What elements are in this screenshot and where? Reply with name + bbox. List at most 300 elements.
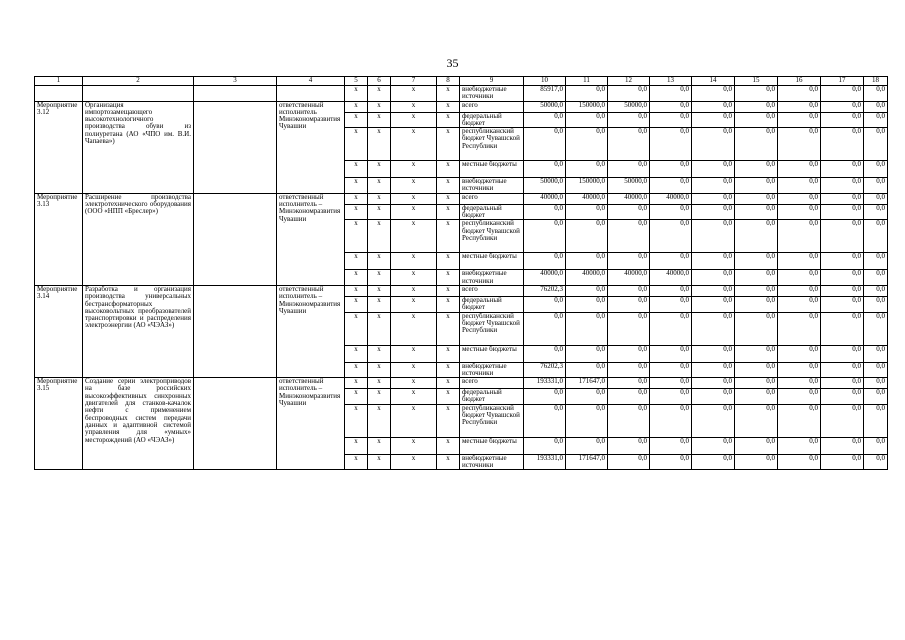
responsible-executor: ответственный исполнитель – Минэкономразвития Чувашии [277, 193, 345, 285]
amount-cell: 0,0 [778, 454, 821, 470]
column-number: 2 [83, 77, 194, 86]
column-number: 1 [35, 77, 83, 86]
x-mark: x [391, 220, 437, 253]
x-mark: x [437, 389, 460, 405]
amount-cell: 0,0 [692, 362, 735, 378]
amount-cell: 0,0 [524, 312, 566, 345]
x-mark: x [368, 101, 391, 112]
x-mark: x [345, 378, 368, 389]
amount-cell: 0,0 [864, 362, 888, 378]
amount-cell: 0,0 [864, 161, 888, 178]
amount-cell: 0,0 [735, 253, 778, 270]
x-mark: x [345, 204, 368, 220]
amount-cell: 0,0 [778, 345, 821, 362]
amount-cell: 0,0 [524, 112, 566, 128]
amount-cell: 40000,0 [650, 193, 692, 204]
column-number: 18 [864, 77, 888, 86]
empty-cell [194, 86, 277, 102]
x-mark: x [437, 362, 460, 378]
amount-cell: 0,0 [821, 285, 864, 296]
x-mark: x [437, 404, 460, 437]
table-row [35, 378, 888, 389]
amount-cell: 0,0 [864, 378, 888, 389]
x-mark: x [345, 270, 368, 286]
empty-cell [277, 86, 345, 102]
x-mark: x [345, 253, 368, 270]
amount-cell: 0,0 [821, 86, 864, 102]
x-mark: x [345, 437, 368, 454]
x-mark: x [368, 312, 391, 345]
x-mark: x [437, 86, 460, 102]
amount-cell: 0,0 [778, 193, 821, 204]
amount-cell: 0,0 [692, 437, 735, 454]
amount-cell: 0,0 [650, 101, 692, 112]
funding-source: внебюджетные источники [460, 454, 524, 470]
x-mark: x [368, 404, 391, 437]
x-mark: x [437, 204, 460, 220]
amount-cell: 0,0 [524, 161, 566, 178]
responsible-executor: ответственный исполнитель Минэкономразвития Чувашии [277, 101, 345, 193]
x-mark: x [368, 296, 391, 312]
column-number: 3 [194, 77, 277, 86]
amount-cell: 0,0 [692, 312, 735, 345]
funding-source: всего [460, 285, 524, 296]
x-mark: x [391, 253, 437, 270]
amount-cell: 0,0 [608, 220, 650, 253]
column-number: 17 [821, 77, 864, 86]
amount-cell: 0,0 [650, 312, 692, 345]
amount-cell: 0,0 [864, 437, 888, 454]
amount-cell: 0,0 [778, 220, 821, 253]
x-mark: x [345, 296, 368, 312]
amount-cell: 0,0 [692, 270, 735, 286]
amount-cell: 0,0 [650, 404, 692, 437]
amount-cell: 0,0 [566, 86, 608, 102]
amount-cell: 0,0 [566, 404, 608, 437]
amount-cell: 0,0 [821, 312, 864, 345]
amount-cell: 0,0 [735, 178, 778, 194]
x-mark: x [368, 220, 391, 253]
amount-cell: 0,0 [692, 178, 735, 194]
x-mark: x [437, 270, 460, 286]
x-mark: x [391, 404, 437, 437]
funding-source: федеральный бюджет [460, 296, 524, 312]
amount-cell: 0,0 [735, 128, 778, 161]
amount-cell: 0,0 [735, 101, 778, 112]
x-mark: x [437, 193, 460, 204]
amount-cell: 0,0 [864, 285, 888, 296]
amount-cell: 0,0 [524, 389, 566, 405]
amount-cell: 0,0 [566, 362, 608, 378]
responsible-executor: ответственный исполнитель – Минэкономразвития Чувашии [277, 285, 345, 377]
x-mark: x [345, 193, 368, 204]
amount-cell: 0,0 [864, 454, 888, 470]
table-row [35, 285, 888, 296]
amount-cell: 0,0 [650, 437, 692, 454]
amount-cell: 0,0 [608, 312, 650, 345]
amount-cell: 0,0 [650, 178, 692, 194]
amount-cell: 0,0 [692, 86, 735, 102]
x-mark: x [391, 378, 437, 389]
amount-cell: 0,0 [650, 86, 692, 102]
x-mark: x [391, 204, 437, 220]
amount-cell: 0,0 [864, 128, 888, 161]
x-mark: x [368, 345, 391, 362]
amount-cell: 0,0 [821, 204, 864, 220]
amount-cell: 0,0 [778, 161, 821, 178]
amount-cell: 0,0 [821, 378, 864, 389]
amount-cell: 0,0 [692, 454, 735, 470]
amount-cell: 0,0 [566, 296, 608, 312]
funding-source: внебюджетные источники [460, 86, 524, 102]
amount-cell: 0,0 [821, 437, 864, 454]
column-number: 8 [437, 77, 460, 86]
amount-cell: 0,0 [692, 296, 735, 312]
amount-cell: 0,0 [566, 128, 608, 161]
x-mark: x [345, 178, 368, 194]
amount-cell: 0,0 [735, 312, 778, 345]
x-mark: x [437, 161, 460, 178]
amount-cell: 0,0 [692, 161, 735, 178]
funding-source: республиканский бюджет Чувашской Республики [460, 128, 524, 161]
x-mark: x [437, 312, 460, 345]
amount-cell: 0,0 [864, 193, 888, 204]
amount-cell: 0,0 [608, 161, 650, 178]
x-mark: x [437, 296, 460, 312]
amount-cell: 0,0 [566, 389, 608, 405]
measure-code: Мероприятие 3.14 [35, 285, 83, 377]
amount-cell: 0,0 [524, 296, 566, 312]
amount-cell: 0,0 [566, 253, 608, 270]
amount-cell: 0,0 [821, 454, 864, 470]
x-mark: x [437, 285, 460, 296]
x-mark: x [391, 128, 437, 161]
column-number: 7 [391, 77, 437, 86]
funding-source: всего [460, 193, 524, 204]
amount-cell: 0,0 [608, 204, 650, 220]
amount-cell: 0,0 [735, 270, 778, 286]
amount-cell: 0,0 [524, 128, 566, 161]
x-mark: x [391, 362, 437, 378]
empty-cell [194, 285, 277, 377]
amount-cell: 76202,3 [524, 285, 566, 296]
funding-source: всего [460, 101, 524, 112]
amount-cell: 0,0 [821, 161, 864, 178]
amount-cell: 40000,0 [650, 270, 692, 286]
amount-cell: 50000,0 [608, 178, 650, 194]
amount-cell: 0,0 [821, 193, 864, 204]
amount-cell: 0,0 [821, 345, 864, 362]
amount-cell: 0,0 [524, 204, 566, 220]
amount-cell: 0,0 [778, 312, 821, 345]
funding-source: федеральный бюджет [460, 204, 524, 220]
amount-cell: 0,0 [821, 128, 864, 161]
amount-cell: 0,0 [650, 112, 692, 128]
measure-name: Создание серии электроприводов на базе российских высокоэффективных синхронных двигателей для станков-качалок нефти с применением беспроводных систем передачи данных и адаптивной системой управления для «умных» месторождений (АО «ЧЭАЗ») [83, 378, 194, 470]
amount-cell: 0,0 [864, 345, 888, 362]
amount-cell: 0,0 [524, 437, 566, 454]
amount-cell: 0,0 [524, 404, 566, 437]
x-mark: x [391, 437, 437, 454]
amount-cell: 0,0 [524, 220, 566, 253]
x-mark: x [368, 178, 391, 194]
x-mark: x [368, 378, 391, 389]
amount-cell: 0,0 [864, 270, 888, 286]
table-row [35, 101, 888, 112]
x-mark: x [437, 253, 460, 270]
column-number: 15 [735, 77, 778, 86]
measure-name: Организация импортозамещающего высокотехнологичного производства обуви из полиуретана (АО «ЧПО им. В.И. Чапаева») [83, 101, 194, 193]
amount-cell: 0,0 [778, 296, 821, 312]
x-mark: x [391, 112, 437, 128]
funding-source: республиканский бюджет Чувашской Республики [460, 404, 524, 437]
amount-cell: 0,0 [821, 362, 864, 378]
amount-cell: 193331,0 [524, 378, 566, 389]
x-mark: x [391, 312, 437, 345]
x-mark: x [345, 345, 368, 362]
x-mark: x [345, 312, 368, 345]
amount-cell: 0,0 [864, 404, 888, 437]
funding-source: республиканский бюджет Чувашской Республики [460, 220, 524, 253]
x-mark: x [391, 178, 437, 194]
amount-cell: 0,0 [692, 101, 735, 112]
amount-cell: 0,0 [735, 296, 778, 312]
amount-cell: 0,0 [608, 112, 650, 128]
x-mark: x [391, 86, 437, 102]
funding-source: местные бюджеты [460, 161, 524, 178]
x-mark: x [391, 454, 437, 470]
amount-cell: 0,0 [608, 253, 650, 270]
x-mark: x [345, 404, 368, 437]
amount-cell: 0,0 [778, 362, 821, 378]
x-mark: x [437, 112, 460, 128]
table-body [35, 77, 888, 470]
amount-cell: 171647,0 [566, 378, 608, 389]
empty-cell [83, 86, 194, 102]
amount-cell: 0,0 [864, 220, 888, 253]
amount-cell: 0,0 [735, 454, 778, 470]
amount-cell: 0,0 [864, 112, 888, 128]
x-mark: x [345, 389, 368, 405]
amount-cell: 0,0 [778, 204, 821, 220]
amount-cell: 0,0 [692, 253, 735, 270]
responsible-executor: ответственный исполнитель – Минэкономразвития Чувашии [277, 378, 345, 470]
x-mark: x [391, 296, 437, 312]
x-mark: x [368, 285, 391, 296]
amount-cell: 0,0 [566, 204, 608, 220]
amount-cell: 0,0 [778, 404, 821, 437]
amount-cell: 0,0 [864, 312, 888, 345]
amount-cell: 0,0 [650, 389, 692, 405]
amount-cell: 0,0 [608, 345, 650, 362]
x-mark: x [368, 253, 391, 270]
amount-cell: 0,0 [864, 253, 888, 270]
amount-cell: 0,0 [735, 193, 778, 204]
amount-cell: 0,0 [735, 389, 778, 405]
amount-cell: 0,0 [692, 389, 735, 405]
empty-cell [194, 101, 277, 193]
x-mark: x [368, 437, 391, 454]
amount-cell: 0,0 [650, 253, 692, 270]
amount-cell: 0,0 [735, 437, 778, 454]
amount-cell: 0,0 [692, 220, 735, 253]
amount-cell: 50000,0 [524, 101, 566, 112]
funding-source: местные бюджеты [460, 345, 524, 362]
amount-cell: 0,0 [821, 253, 864, 270]
amount-cell: 0,0 [821, 296, 864, 312]
x-mark: x [368, 362, 391, 378]
amount-cell: 0,0 [735, 404, 778, 437]
amount-cell: 0,0 [692, 345, 735, 362]
amount-cell: 0,0 [864, 389, 888, 405]
amount-cell: 0,0 [735, 112, 778, 128]
table-row [35, 193, 888, 204]
amount-cell: 0,0 [821, 220, 864, 253]
amount-cell: 0,0 [650, 362, 692, 378]
amount-cell: 0,0 [608, 285, 650, 296]
amount-cell: 0,0 [650, 204, 692, 220]
amount-cell: 0,0 [524, 253, 566, 270]
amount-cell: 0,0 [566, 161, 608, 178]
amount-cell: 0,0 [864, 296, 888, 312]
amount-cell: 0,0 [778, 86, 821, 102]
amount-cell: 0,0 [524, 345, 566, 362]
funding-source: всего [460, 378, 524, 389]
amount-cell: 0,0 [608, 128, 650, 161]
x-mark: x [345, 101, 368, 112]
empty-cell [35, 86, 83, 102]
amount-cell: 150000,0 [566, 178, 608, 194]
amount-cell: 0,0 [778, 270, 821, 286]
amount-cell: 0,0 [821, 112, 864, 128]
amount-cell: 0,0 [650, 220, 692, 253]
amount-cell: 0,0 [692, 285, 735, 296]
measure-name: Расширение производства электротехнического оборудования (ООО «НПП «Бреслер») [83, 193, 194, 285]
measure-name: Разработка и организация производства универсальных бестрансформаторных высоковольтных преобразователей транспортировки и распределения электроэнергии (АО «ЧЭАЗ») [83, 285, 194, 377]
x-mark: x [391, 193, 437, 204]
x-mark: x [345, 362, 368, 378]
x-mark: x [391, 389, 437, 405]
x-mark: x [368, 193, 391, 204]
x-mark: x [345, 285, 368, 296]
x-mark: x [345, 454, 368, 470]
amount-cell: 40000,0 [524, 270, 566, 286]
amount-cell: 0,0 [821, 270, 864, 286]
x-mark: x [368, 86, 391, 102]
measure-code: Мероприятие 3.15 [35, 378, 83, 470]
x-mark: x [391, 161, 437, 178]
amount-cell: 0,0 [735, 378, 778, 389]
amount-cell: 0,0 [692, 378, 735, 389]
x-mark: x [368, 112, 391, 128]
amount-cell: 0,0 [692, 128, 735, 161]
x-mark: x [368, 389, 391, 405]
funding-source: республиканский бюджет Чувашской Республики [460, 312, 524, 345]
column-number-row [35, 77, 888, 86]
amount-cell: 0,0 [650, 378, 692, 389]
x-mark: x [345, 220, 368, 253]
x-mark: x [391, 101, 437, 112]
amount-cell: 0,0 [566, 345, 608, 362]
amount-cell: 0,0 [692, 204, 735, 220]
amount-cell: 0,0 [778, 128, 821, 161]
amount-cell: 0,0 [692, 112, 735, 128]
amount-cell: 0,0 [608, 437, 650, 454]
amount-cell: 0,0 [650, 296, 692, 312]
x-mark: x [345, 161, 368, 178]
amount-cell: 40000,0 [566, 270, 608, 286]
column-number: 10 [524, 77, 566, 86]
amount-cell: 0,0 [778, 437, 821, 454]
x-mark: x [345, 128, 368, 161]
x-mark: x [368, 204, 391, 220]
amount-cell: 0,0 [692, 193, 735, 204]
amount-cell: 50000,0 [608, 101, 650, 112]
amount-cell: 0,0 [608, 404, 650, 437]
amount-cell: 0,0 [566, 285, 608, 296]
x-mark: x [437, 345, 460, 362]
measure-code: Мероприятие 3.12 [35, 101, 83, 193]
amount-cell: 0,0 [821, 389, 864, 405]
x-mark: x [437, 128, 460, 161]
amount-cell: 0,0 [821, 101, 864, 112]
column-number: 16 [778, 77, 821, 86]
x-mark: x [345, 112, 368, 128]
amount-cell: 0,0 [566, 437, 608, 454]
amount-cell: 0,0 [650, 345, 692, 362]
amount-cell: 0,0 [735, 285, 778, 296]
amount-cell: 0,0 [735, 86, 778, 102]
x-mark: x [437, 178, 460, 194]
amount-cell: 0,0 [735, 161, 778, 178]
amount-cell: 0,0 [608, 389, 650, 405]
x-mark: x [437, 378, 460, 389]
x-mark: x [368, 161, 391, 178]
amount-cell: 0,0 [566, 220, 608, 253]
amount-cell: 0,0 [608, 378, 650, 389]
column-number: 4 [277, 77, 345, 86]
empty-cell [194, 378, 277, 470]
amount-cell: 0,0 [864, 101, 888, 112]
amount-cell: 76202,3 [524, 362, 566, 378]
funding-source: местные бюджеты [460, 437, 524, 454]
amount-cell: 0,0 [650, 128, 692, 161]
amount-cell: 0,0 [778, 378, 821, 389]
amount-cell: 171647,0 [566, 454, 608, 470]
amount-cell: 50000,0 [524, 178, 566, 194]
amount-cell: 40000,0 [524, 193, 566, 204]
empty-cell [194, 193, 277, 285]
funding-source: местные бюджеты [460, 253, 524, 270]
amount-cell: 0,0 [778, 285, 821, 296]
x-mark: x [368, 270, 391, 286]
amount-cell: 40000,0 [608, 193, 650, 204]
amount-cell: 0,0 [778, 112, 821, 128]
amount-cell: 0,0 [821, 178, 864, 194]
budget-table [34, 76, 888, 470]
amount-cell: 193331,0 [524, 454, 566, 470]
page-number: 35 [446, 56, 459, 70]
table-row [35, 86, 888, 102]
amount-cell: 0,0 [778, 253, 821, 270]
amount-cell: 0,0 [735, 204, 778, 220]
x-mark: x [368, 454, 391, 470]
x-mark: x [437, 437, 460, 454]
amount-cell: 0,0 [735, 362, 778, 378]
amount-cell: 85917,0 [524, 86, 566, 102]
amount-cell: 0,0 [864, 86, 888, 102]
x-mark: x [437, 101, 460, 112]
